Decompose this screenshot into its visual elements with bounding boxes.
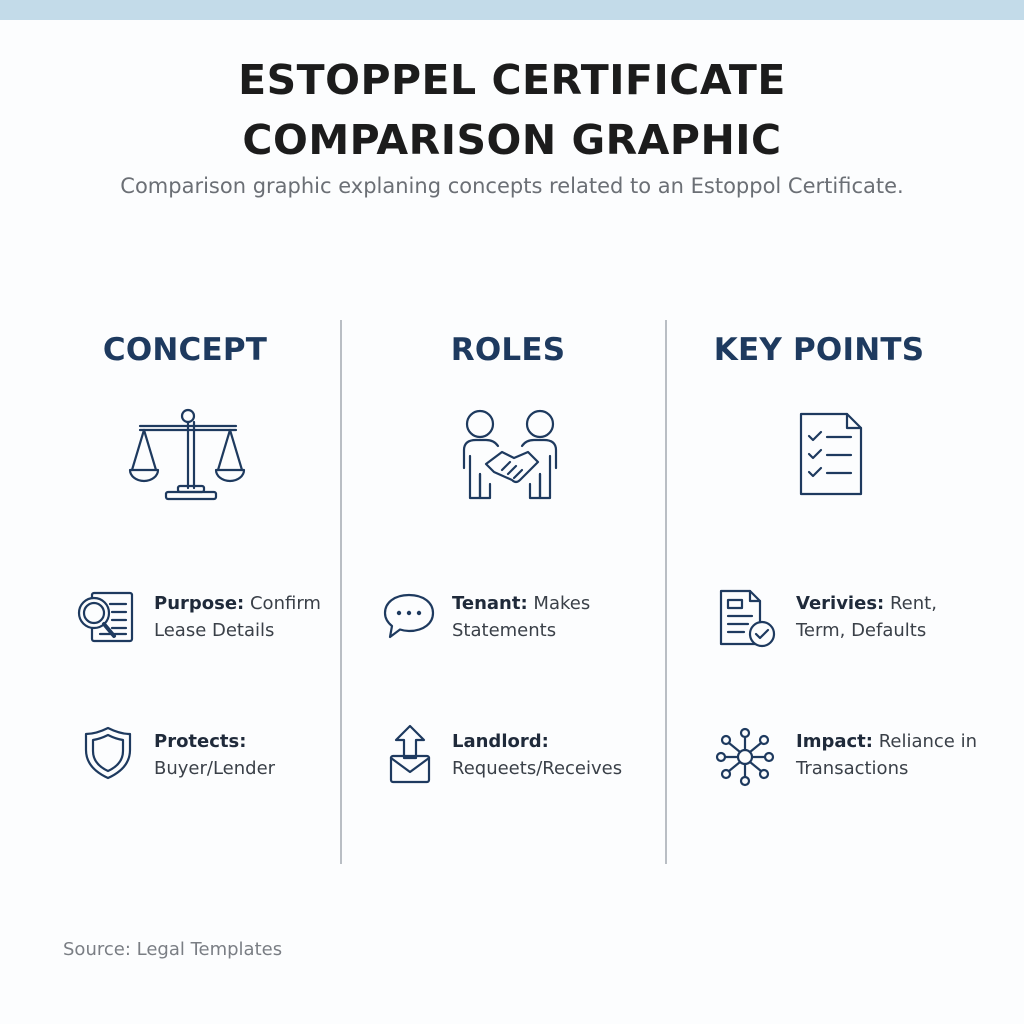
item-text-purpose-2: Lease Details: [154, 620, 275, 641]
title-line-1: ESTOPPEL CERTIFICATE: [238, 56, 786, 104]
source-note: Source: Legal Templates: [63, 939, 283, 960]
network-nodes-icon: [716, 728, 774, 786]
item-text-verivies-1: Rent,: [884, 593, 937, 614]
scales-of-justice-icon: [128, 408, 248, 503]
column-divider-2: [665, 320, 667, 864]
item-text-impact-2: Transactions: [796, 758, 909, 779]
envelope-upload-icon: [388, 724, 432, 786]
item-text-landlord-2: Requeets/Receives: [452, 758, 623, 779]
column-heading-key-points: KEY POINTS: [713, 332, 925, 368]
item-purpose: [154, 590, 321, 644]
item-tenant: [452, 590, 590, 644]
item-label-purpose: Purpose:: [154, 593, 245, 614]
item-text-tenant-1: Makes: [527, 593, 591, 614]
column-heading-roles: ROLES: [450, 332, 566, 368]
item-text-protects-2: Buyer/Lender: [154, 758, 276, 779]
item-label-tenant: Tenant:: [452, 593, 528, 614]
top-band: [0, 0, 1024, 20]
item-impact: [796, 728, 977, 782]
title-line-2: COMPARISON GRAPHIC: [242, 116, 782, 164]
item-label-impact: Impact:: [796, 731, 873, 752]
page-title: [0, 50, 1024, 170]
shield-icon: [84, 726, 132, 780]
item-text-verivies-2: Term, Defaults: [796, 620, 927, 641]
subtitle: Comparison graphic explaning concepts related to an Estoppol Certificate.: [120, 174, 904, 198]
column-heading-concept: CONCEPT: [102, 332, 268, 368]
item-label-verivies: Verivies:: [796, 593, 885, 614]
item-text-tenant-2: Statements: [452, 620, 557, 641]
document-check-icon: [718, 588, 778, 648]
item-verivies: [796, 590, 937, 644]
item-text-impact-1: Reliance in: [872, 731, 978, 752]
two-people-handshake-icon: [458, 408, 562, 503]
item-label-landlord: Landlord:: [452, 731, 549, 752]
speech-bubble-icon: [382, 592, 436, 642]
item-label-protects: Protects:: [154, 731, 247, 752]
item-protects: [154, 728, 275, 782]
item-landlord: [452, 728, 622, 782]
item-text-purpose-1: Confirm: [244, 593, 321, 614]
column-divider-1: [340, 320, 342, 864]
document-magnifier-icon: [74, 590, 136, 644]
checklist-document-icon: [797, 410, 865, 498]
